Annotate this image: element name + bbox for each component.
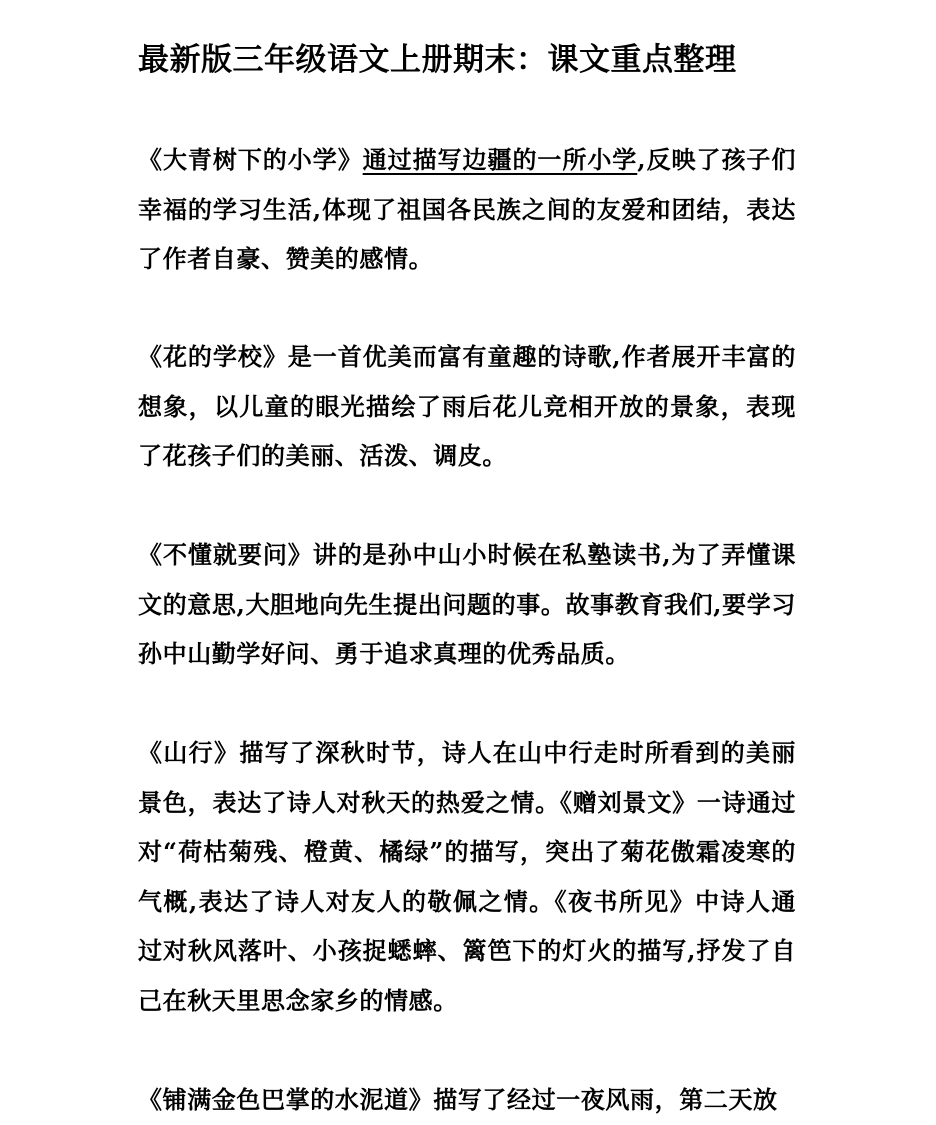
paragraph-dashu-lead: 《大青树下的小学》 bbox=[138, 145, 363, 174]
paragraph-huadexuexiao: 《花的学校》是一首优美而富有童趣的诗歌,作者展开丰富的想象，以儿童的眼光描绘了雨后花儿竞相开放的景象，表现了花孩子们的美丽、活泼、调皮。 bbox=[138, 342, 796, 470]
paragraph-dashu-rest: ,反映了孩子们幸福的学习生活,体现了祖国各民族之间的友爱和团结，表达了作者自豪、赞美的感情。 bbox=[138, 145, 796, 273]
paragraph-dashu bbox=[138, 135, 796, 284]
paragraph-shuinidao: 《铺满金色巴掌的水泥道》描写了经过一夜风雨，第二天放 bbox=[138, 1085, 778, 1114]
paragraph-ancient-poems: 《山行》描写了深秋时节，诗人在山中行走时所看到的美丽景色，表达了诗人对秋天的热爱之情。《赠刘景文》一诗通过对“荷枯菊残、橙黄、橘绿”的描写，突出了菊花傲霜凌寒的气概,表达了诗人对友人的敬佩之情。《夜书所见》中诗人通过对秋风落叶、小孩捉蟋蟀、篱笆下的灯火的描写,抒发了自己在秋天里思念家乡的情感。 bbox=[138, 738, 796, 1015]
underlined-phrase: 通过描写边疆的一所小学 bbox=[362, 145, 638, 174]
paragraph-budongjiuyaowen: 《不懂就要问》讲的是孙中山小时候在私塾读书,为了弄懂课文的意思,大胆地向先生提出问题的事。故事教育我们,要学习孙中山勤学好问、勇于追求真理的优秀品质。 bbox=[138, 540, 796, 668]
page-title: 最新版三年级语文上册期末：课文重点整理 bbox=[138, 42, 737, 78]
